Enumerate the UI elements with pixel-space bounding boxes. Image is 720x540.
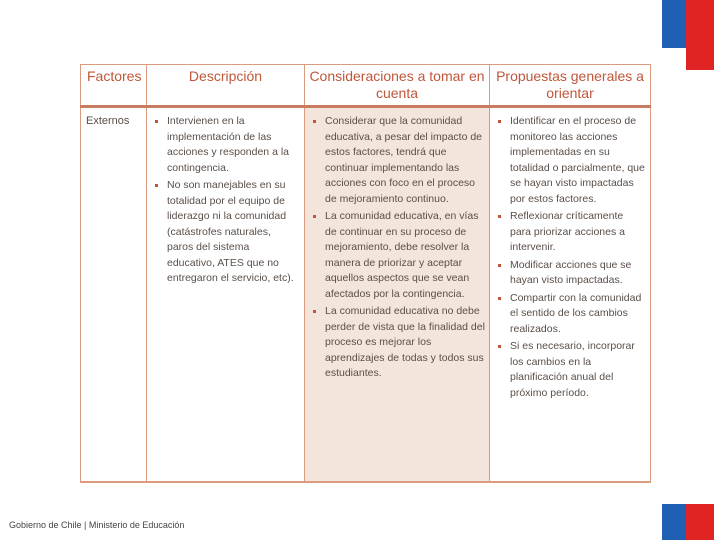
flag-red-block [686,0,714,70]
descripcion-list [151,114,300,287]
header-consideraciones: Consideraciones a tomar en cuenta [305,65,490,107]
list-item: Intervienen en la implementación de las acciones y responden a la contingencia. [151,114,300,176]
flag-logo-top [662,0,714,70]
flag-red-block [686,504,714,540]
list-item: Reflexionar críticamente para priorizar acciones a intervenir. [494,209,646,256]
header-propuestas: Propuestas generales a orientar [490,65,651,107]
factors-table [80,64,651,483]
header-factores: Factores [81,65,147,107]
cell-consideraciones [305,107,490,482]
table-header-row [81,65,651,107]
propuestas-list [494,114,646,401]
header-descripcion: Descripción [147,65,305,107]
list-item: Si es necesario, incorporar los cambios en la planificación anual del próximo período. [494,339,646,401]
list-item: Modificar acciones que se hayan visto impactadas. [494,258,646,289]
list-item: Identificar en el proceso de monitoreo las acciones implementadas en su totalidad o parcialmente, que se hayan visto impactadas por estos factores. [494,114,646,207]
list-item: No son manejables en su totalidad por el equipo de liderazgo ni la comunidad (catástrofes naturales, paros del sistema educativo, ATES que no entregaron el servicio, etc). [151,178,300,287]
cell-descripcion [147,107,305,482]
list-item: Compartir con la comunidad el sentido de los cambios realizados. [494,291,646,338]
flag-logo-bottom [662,504,714,540]
flag-blue-block [662,0,686,48]
list-item: La comunidad educativa no debe perder de vista que la finalidad del proceso es mejorar los aprendizajes de todas y todos sus estudiantes. [309,304,485,382]
flag-blue-block [662,504,686,540]
table-row [81,107,651,482]
list-item: Considerar que la comunidad educativa, a pesar del impacto de estos factores, tendrá que continuar implementando las acciones con foco en el proceso de mejoramiento continuo. [309,114,485,207]
list-item: La comunidad educativa, en vías de continuar en su proceso de mejoramiento, debe resolver la manera de priorizar y aceptar aquellos aspectos que se vean afectados por la contingencia. [309,209,485,302]
consideraciones-list [309,114,485,382]
footer-text: Gobierno de Chile | Ministerio de Educación [9,520,185,530]
cell-propuestas [490,107,651,482]
cell-factor: Externos [81,107,147,482]
